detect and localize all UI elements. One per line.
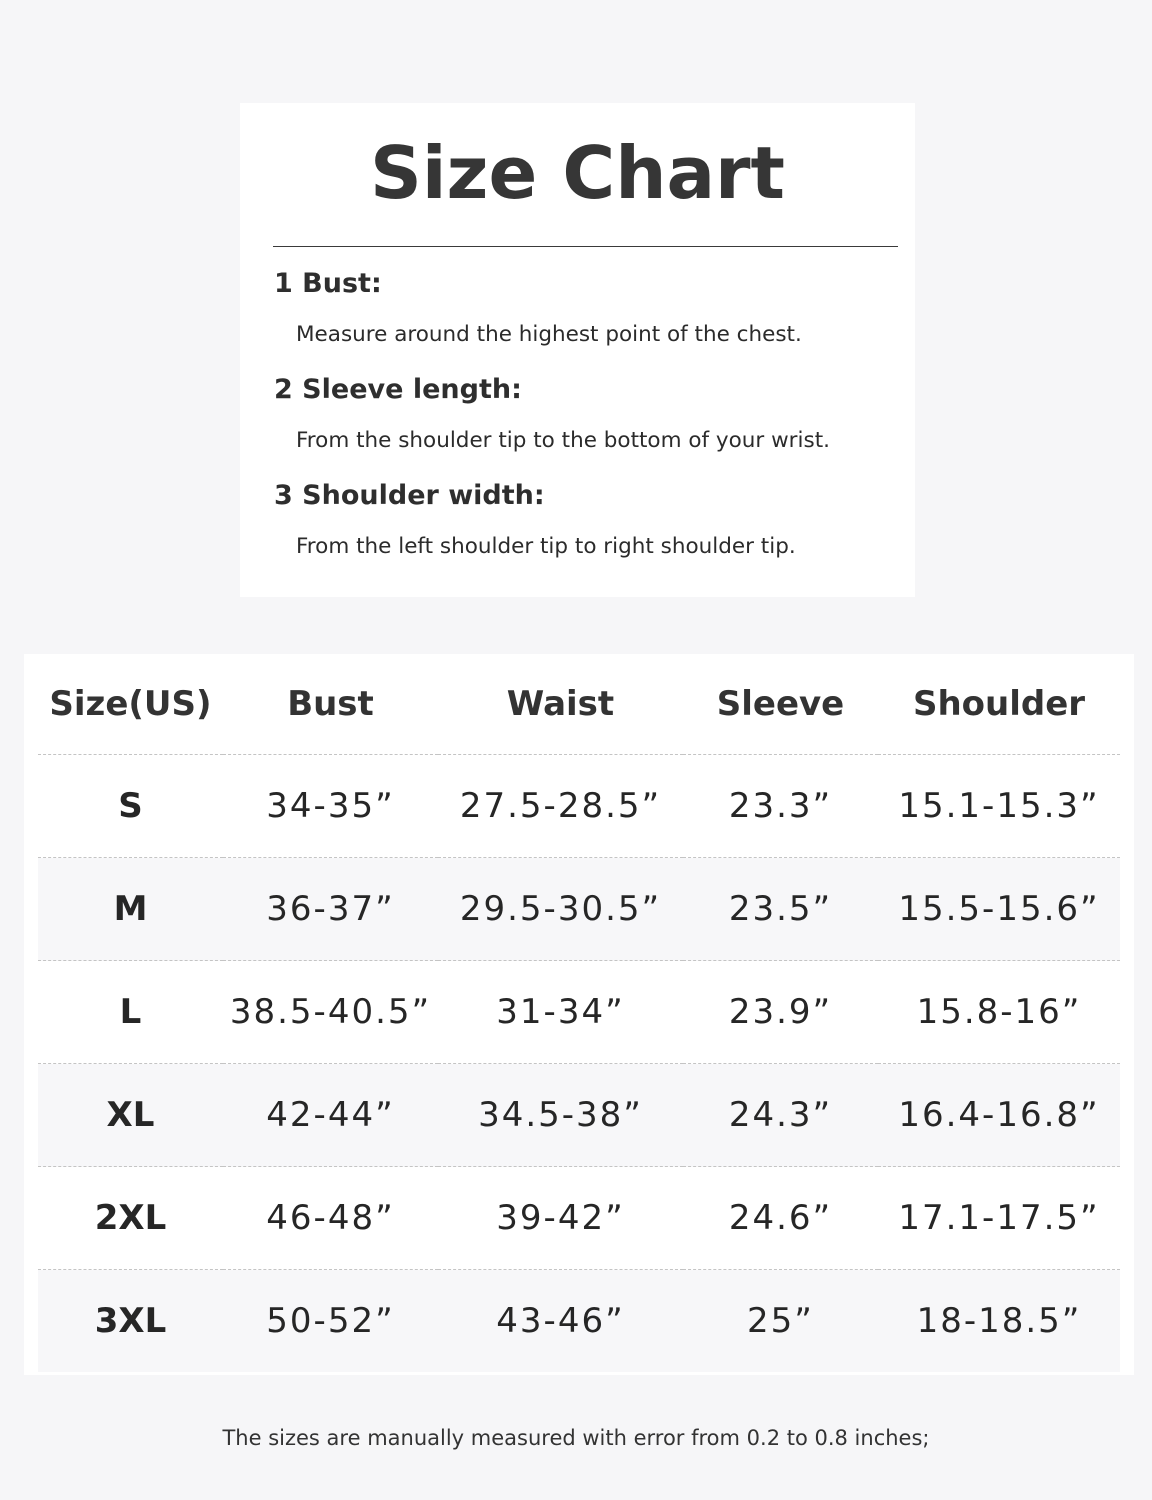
shoulder-cell: 15.5-15.6” (878, 858, 1120, 961)
size-cell: M (38, 858, 223, 961)
size-table-card (24, 654, 1134, 1375)
table-row (38, 1064, 1120, 1167)
shoulder-cell: 15.1-15.3” (878, 755, 1120, 858)
guide-item-sleeve-length (274, 371, 914, 477)
guide-item-description: From the shoulder tip to the bottom of your wrist. (296, 428, 830, 453)
guide-item-title: 3 Shoulder width: (274, 480, 545, 511)
sleeve-cell: 24.6” (683, 1167, 878, 1270)
waist-cell: 27.5-28.5” (438, 755, 683, 858)
size-cell: 3XL (38, 1270, 223, 1373)
bust-cell: 36-37” (223, 858, 438, 961)
page-title: Size Chart (370, 131, 785, 215)
sleeve-cell: 23.9” (683, 961, 878, 1064)
waist-cell: 31-34” (438, 961, 683, 1064)
bust-cell: 50-52” (223, 1270, 438, 1373)
measurement-footnote: The sizes are manually measured with error from 0.2 to 0.8 inches; (222, 1426, 930, 1450)
column-header-waist: Waist (438, 654, 683, 755)
column-header-bust: Bust (223, 654, 438, 755)
table-header-row (38, 654, 1120, 755)
guide-item-description: Measure around the highest point of the chest. (296, 322, 802, 347)
bust-cell: 34-35” (223, 755, 438, 858)
column-header-size: Size(US) (38, 654, 223, 755)
sleeve-cell: 25” (683, 1270, 878, 1373)
table-row (38, 755, 1120, 858)
bust-cell: 42-44” (223, 1064, 438, 1167)
size-cell: S (38, 755, 223, 858)
sleeve-cell: 23.5” (683, 858, 878, 961)
waist-cell: 34.5-38” (438, 1064, 683, 1167)
size-cell: 2XL (38, 1167, 223, 1270)
table-row (38, 1270, 1120, 1373)
shoulder-cell: 15.8-16” (878, 961, 1120, 1064)
measurement-guide-card (240, 103, 915, 597)
guide-item-title: 1 Bust: (274, 268, 382, 299)
bust-cell: 38.5-40.5” (223, 961, 438, 1064)
size-cell: L (38, 961, 223, 1064)
waist-cell: 29.5-30.5” (438, 858, 683, 961)
waist-cell: 43-46” (438, 1270, 683, 1373)
waist-cell: 39-42” (438, 1167, 683, 1270)
shoulder-cell: 16.4-16.8” (878, 1064, 1120, 1167)
shoulder-cell: 17.1-17.5” (878, 1167, 1120, 1270)
size-cell: XL (38, 1064, 223, 1167)
guide-item-bust (274, 265, 914, 371)
table-row (38, 858, 1120, 961)
sleeve-cell: 23.3” (683, 755, 878, 858)
measurement-guide-list (274, 265, 914, 583)
table-row (38, 961, 1120, 1064)
shoulder-cell: 18-18.5” (878, 1270, 1120, 1373)
bust-cell: 46-48” (223, 1167, 438, 1270)
guide-item-shoulder-width (274, 477, 914, 583)
sleeve-cell: 24.3” (683, 1064, 878, 1167)
size-table (38, 654, 1120, 1372)
column-header-shoulder: Shoulder (878, 654, 1120, 755)
table-row (38, 1167, 1120, 1270)
guide-item-description: From the left shoulder tip to right shoulder tip. (296, 534, 796, 559)
column-header-sleeve: Sleeve (683, 654, 878, 755)
title-divider (273, 246, 898, 247)
guide-item-title: 2 Sleeve length: (274, 374, 522, 405)
